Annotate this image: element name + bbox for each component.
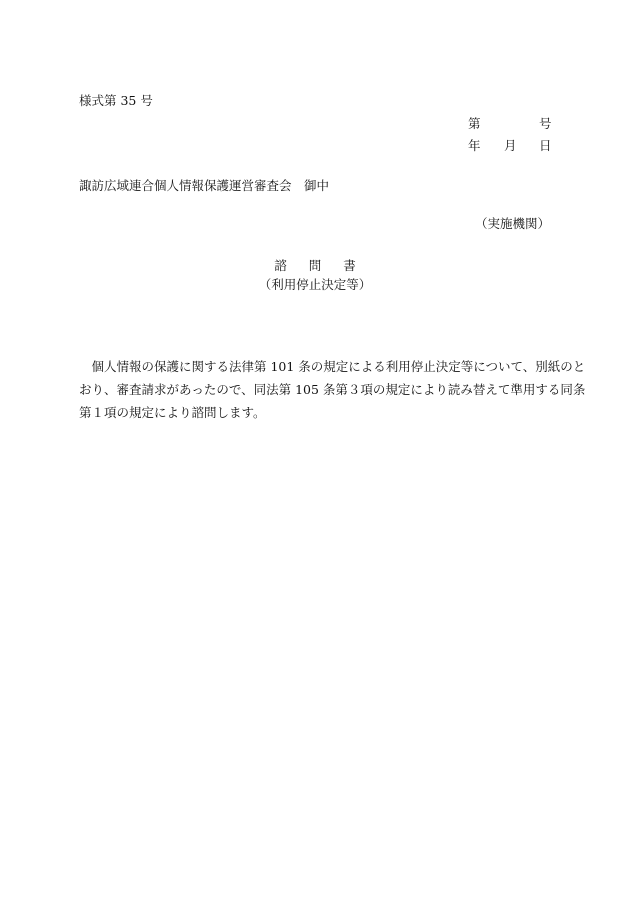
sender: （実施機関） <box>474 216 550 231</box>
document-number-suffix: 号 <box>539 116 552 131</box>
addressee: 諏訪広域連合個人情報保護運営審査会 御中 <box>79 178 330 193</box>
title-char-2: 問 <box>308 258 322 273</box>
document-subtitle: （利用停止決定等） <box>258 277 372 292</box>
document-title <box>0 260 630 273</box>
title-char-3: 書 <box>343 258 356 273</box>
body-paragraph <box>79 355 586 424</box>
document-number-prefix: 第 <box>468 116 481 131</box>
date-month: 月 <box>504 138 517 153</box>
form-number: 様式第 35 号 <box>79 93 153 108</box>
body-line: 個人情報の保護に関する法律第 101 条の規定による利用停止決定等について、別紙のと <box>79 359 586 374</box>
body-line: おり、審査請求があったので、同法第 105 条第３項の規定により読み替えて準用する同条 <box>79 382 586 397</box>
date-day: 日 <box>539 138 552 153</box>
date-year: 年 <box>468 138 481 153</box>
body-line: 第１項の規定により諮問します。 <box>79 405 266 420</box>
title-char-1: 諮 <box>274 258 287 273</box>
